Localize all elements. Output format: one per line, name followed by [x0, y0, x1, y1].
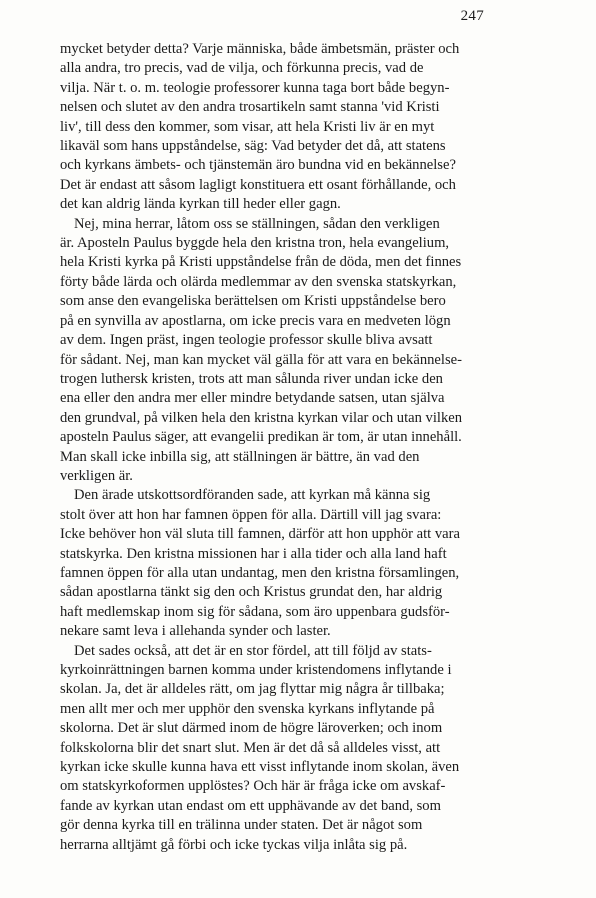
- text-line: ena eller den andra mer eller mindre betydande satsen, utan själva: [60, 390, 445, 407]
- text-line: förty både lärda och olärda medlemmar av den svenska statskyrkan,: [60, 273, 457, 290]
- text-line: fande av kyrkan utan endast om ett upphävande av det band, som: [60, 797, 441, 814]
- text-line: haft medlemskap inom sig för sådana, som äro uppenbara gudsför-: [60, 603, 450, 620]
- text-line: mycket betyder detta? Varje människa, både ämbetsmän, präster och: [60, 41, 460, 57]
- text-line: Man skall icke inbilla sig, att ställningen är bättre, än vad den: [60, 448, 420, 465]
- text-line: Den ärade utskottsordföranden sade, att kyrkan må känna sig: [74, 487, 431, 504]
- text-line: liv', till dess den kommer, som visar, att hela Kristi liv är en myt: [60, 118, 435, 135]
- text-line: sådan apostlarna tänkt sig den och Kristus grundat den, har aldrig: [60, 584, 443, 601]
- text-line: om statskyrkoformen upplöstes? Och här är fråga icke om avskaf-: [60, 778, 446, 795]
- text-line: men allt mer och mer upphör den svenska kyrkans inflytande på: [60, 700, 435, 717]
- text-line: likaväl som hans uppståndelse, säg: Vad betyder det då, att statens: [60, 138, 446, 155]
- text-line: och kyrkans ämbets- och tjänstemän äro bundna vid en bekännelse?: [60, 157, 456, 174]
- text-line: Det sades också, att det är en stor fördel, att till följd av stats-: [74, 642, 432, 659]
- paragraph: [60, 486, 502, 641]
- text-line: statskyrka. Den kristna missionen har i alla tider och alla land haft: [60, 545, 447, 562]
- text-line: nelsen och slutet av den andra trosartikeln samt stanna 'vid Kristi: [60, 99, 440, 116]
- text-line: för sådant. Nej, man kan mycket väl gälla för att vara en bekännelse-: [60, 351, 462, 368]
- text-line: det kan aldrig lända kyrkan till heder eller gagn.: [60, 196, 341, 213]
- text-line: den grundval, på vilken hela den kristna kyrkan vilar och utan vilken: [60, 409, 463, 426]
- text-line: aposteln Paulus säger, att evangelii predikan är tom, är utan innehåll.: [60, 429, 462, 446]
- text-line: Nej, mina herrar, låtom oss se ställningen, sådan den verkligen: [74, 215, 440, 232]
- text-line: herrarna alltjämt gå förbi och icke tyckas vilja inlåta sig på.: [60, 836, 408, 853]
- text-line: famnen öppen för alla utan undantag, men den kristna församlingen,: [60, 564, 460, 581]
- text-line: kyrkan icke skulle kunna hava ett visst inflytande inom skolan, även: [60, 759, 460, 776]
- text-line: Icke behöver hon väl sluta till famnen, därför att hon upphör att vara: [60, 526, 460, 543]
- text-line: kyrkoinrättningen barnen komma under kristendomens inflytande i: [60, 662, 452, 678]
- page-number: 247: [460, 8, 484, 24]
- paragraph: [60, 642, 502, 855]
- text-line: nekare samt leva i allehanda synder och laster.: [60, 623, 331, 640]
- text-line: vilja. När t. o. m. teologie professorer kunna taga bort både begyn-: [60, 79, 450, 96]
- text-line: Det är endast att såsom lagligt konstituera ett osant förhållande, och: [60, 176, 456, 193]
- text-line: folkskolorna blir det snart slut. Men är det då så alldeles visst, att: [60, 739, 441, 756]
- text-line: på en synvilla av apostlarna, om icke precis vara en medveten lögn: [60, 312, 451, 329]
- text-line: hela Kristi kyrka på Kristi uppståndelse från de döda, men det finnes: [60, 254, 462, 271]
- text-line: som anse den evangeliska berättelsen om Kristi uppståndelse bero: [60, 293, 446, 310]
- text-line: är. Aposteln Paulus byggde hela den kristna tron, hela evangelium,: [60, 235, 450, 252]
- text-line: skolan. Ja, det är alldeles rätt, om jag flyttar mig några år tillbaka;: [60, 681, 445, 698]
- paragraph: [60, 40, 502, 215]
- text-line: verkligen är.: [60, 467, 133, 484]
- body-text: [60, 40, 502, 855]
- text-line: alla andra, tro precis, vad de vilja, och förkunna precis, vad de: [60, 60, 424, 77]
- text-line: skolorna. Det är slut därmed inom de högre läroverken; och inom: [60, 720, 443, 737]
- text-line: av dem. Ingen präst, ingen teologie professor skulle bliva avsatt: [60, 332, 433, 349]
- text-line: stolt över att hon har famnen öppen för alla. Därtill vill jag svara:: [60, 506, 442, 523]
- text-line: gör denna kyrka till en trälinna under staten. Det är något som: [60, 817, 423, 834]
- paragraph: [60, 215, 502, 487]
- text-line: trogen luthersk kristen, trots att man sålunda river undan icke den: [60, 370, 443, 387]
